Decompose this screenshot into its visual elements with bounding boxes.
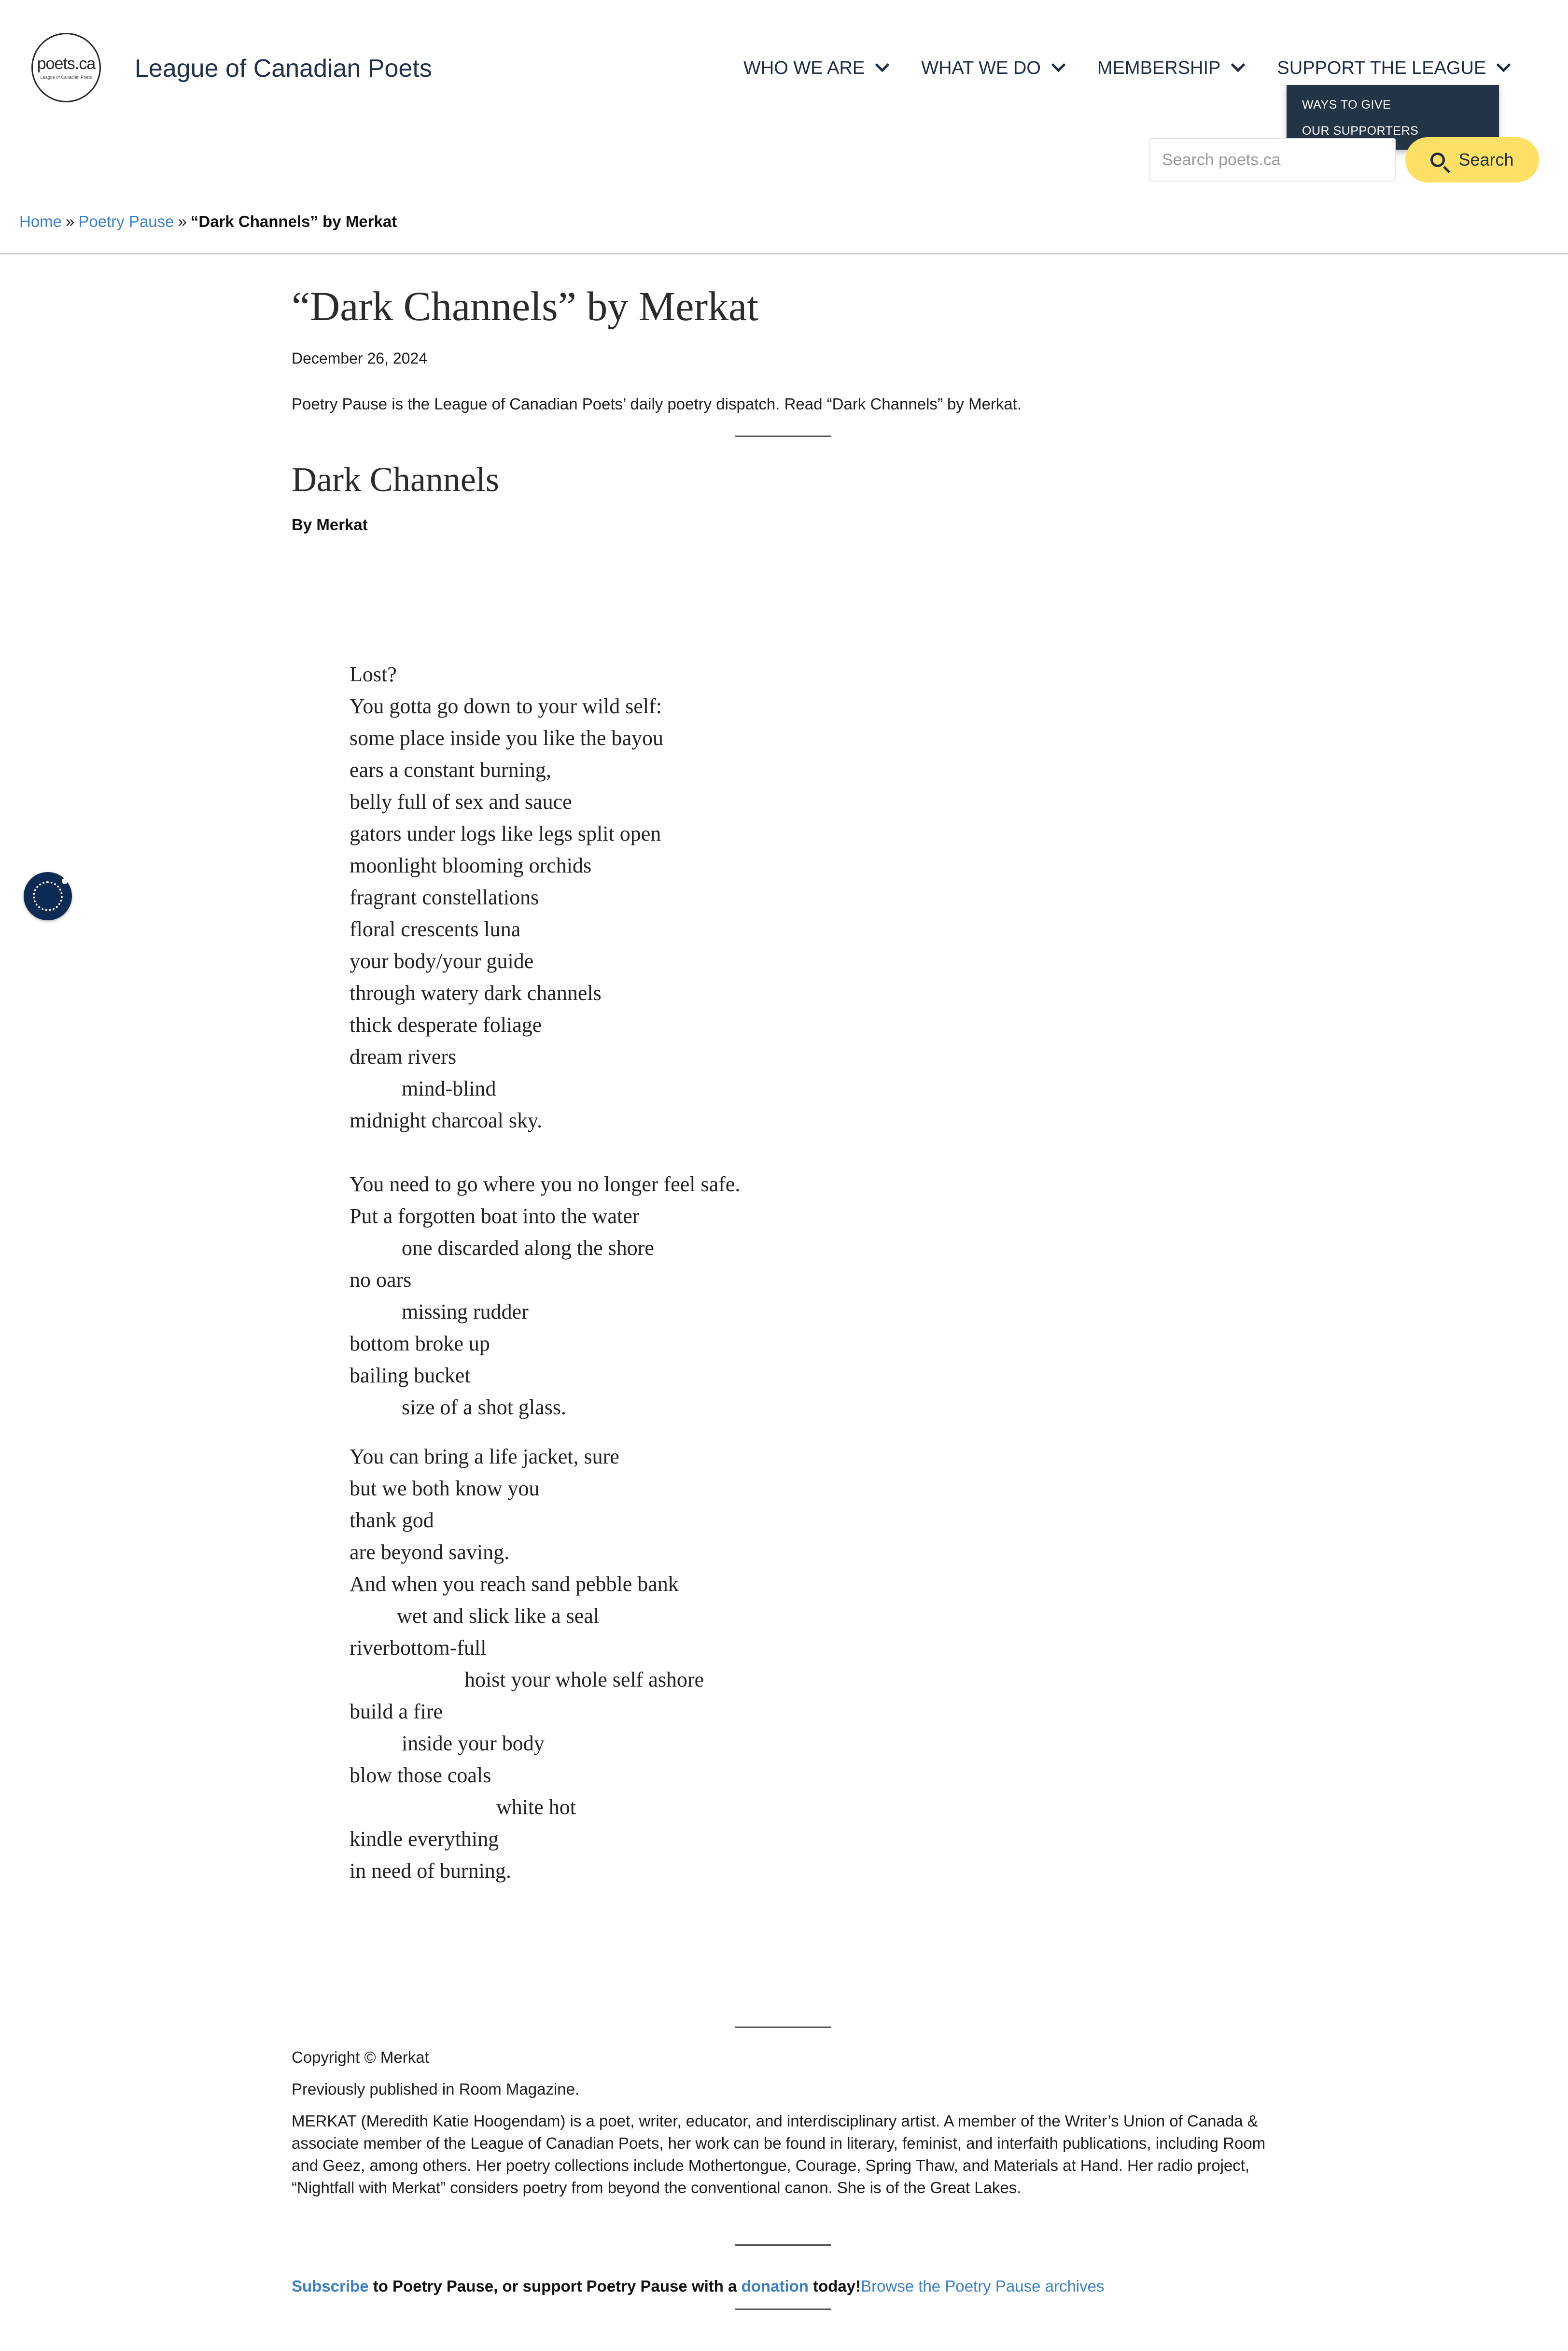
poem-line: You can bring a life jacket, sure [350,1445,619,1468]
chevron-down-icon [875,58,890,72]
poem-line: thick desperate foliage [350,1013,542,1037]
poem-line: but we both know you [350,1477,540,1500]
author-bio: MERKAT (Meredith Katie Hoogendam) is a poet, writer, educator, and interdisciplinary artist. A member of the Writer’s Union of Canada & associate member of the League of Canadian Poets, her work can be found in literary, feminist, and interfaith publications, including Room and Geez, among others. Her poetry collections include Mothertongue, Courage, Spring Thaw, and Materials at Hand. Her radio project, “Nightfall with Merkat” considers poetry from beyond the conventional canon. She is of the Great Lakes. [292,2112,1266,2196]
logo-subtitle: League of Canadian Poets [40,75,92,80]
stanza-gap [350,1423,740,1441]
poem-line: fragrant constellations [350,886,539,909]
breadcrumb-separator: » [178,212,187,230]
divider [735,2309,831,2310]
divider [735,2244,831,2246]
nav-who-we-are[interactable] [743,58,887,79]
poem-line: no oars [350,1268,412,1292]
nav-label: SUPPORT THE LEAGUE [1277,58,1486,78]
poem-line: mind-blind [402,1077,496,1100]
cta-text-end: today! [813,2277,861,2295]
divider [735,436,831,437]
poem-line: gators under logs like legs split open [350,822,661,845]
poem-line: blow those coals [350,1763,491,1787]
breadcrumb-home[interactable]: Home [19,212,62,230]
search-input[interactable] [1149,138,1396,182]
dropdown-ways-to-give[interactable]: WAYS TO GIVE [1302,98,1391,112]
site-logo[interactable] [31,33,101,102]
nav-label: WHO WE ARE [743,58,865,78]
intro-text: Poetry Pause is the League of Canadian Poets’ daily poetry dispatch. Read “Dark Channels” by Merkat. [292,395,1022,413]
breadcrumb-poetry-pause[interactable]: Poetry Pause [78,212,174,230]
previously-published-text: Previously published in Room Magazine. [292,2080,580,2098]
dropdown-our-supporters[interactable]: OUR SUPPORTERS [1302,124,1419,138]
poem-line: your body/your guide [350,949,534,973]
poem-line: floral crescents luna [350,917,521,941]
site-name-link[interactable]: League of Canadian Poets [135,55,432,83]
logo-wordmark: poets.ca [37,55,96,73]
poem-line: ears a constant burning, [350,758,551,782]
copyright-text: Copyright © Merkat [292,2048,429,2066]
poem-line: size of a shot glass. [402,1395,566,1419]
search-button[interactable] [1405,137,1539,183]
poem-line: through watery dark channels [350,981,602,1005]
subscribe-cta [292,2277,1105,2295]
poem-line: You gotta go down to your wild self: [350,694,662,718]
poem-line: midnight charcoal sky. [350,1109,543,1132]
poem-body [350,659,740,1887]
poem-line: dream rivers [350,1045,457,1069]
poem-line: wet and slick like a seal [397,1604,600,1628]
accessibility-widget-button[interactable] [24,872,72,920]
poem-line: white hot [496,1795,576,1819]
poem-line: moonlight blooming orchids [350,854,592,877]
search-button-label: Search [1458,150,1514,169]
archive-link[interactable]: Browse the Poetry Pause archives [861,2277,1105,2295]
poem-line: riverbottom-full [350,1636,487,1660]
chevron-down-icon [1497,58,1511,72]
cta-text: to Poetry Pause, or support Poetry Pause with a [373,2277,737,2295]
poem-line: You need to go where you no longer feel safe. [350,1172,741,1196]
poem-line: hoist your whole self ashore [464,1668,704,1691]
nav-membership[interactable] [1097,58,1243,79]
donation-link[interactable]: donation [741,2277,809,2295]
poem-line: bailing bucket [350,1364,471,1387]
nav-label: WHAT WE DO [921,58,1041,78]
chevron-down-icon [1231,58,1246,72]
divider [735,2027,831,2028]
nav-label: MEMBERSHIP [1097,58,1221,78]
accessibility-icon [33,881,63,911]
post-date: December 26, 2024 [292,350,428,367]
poem-line: one discarded along the shore [402,1236,654,1260]
poem-line: thank god [350,1508,434,1532]
poem-line: build a fire [350,1700,443,1723]
poem-line: inside your body [402,1732,545,1755]
breadcrumb-current: “Dark Channels” by Merkat [190,212,397,230]
poem-line: And when you reach sand pebble bank [350,1572,679,1596]
search-icon [1430,153,1445,167]
main-nav [743,58,1539,79]
chevron-down-icon [1051,58,1066,72]
poem-line: belly full of sex and sauce [350,790,572,814]
poem-title: Dark Channels [292,460,499,499]
poem-line: Lost? [350,662,397,686]
poem-line: are beyond saving. [350,1540,510,1564]
poem-byline: By Merkat [292,516,368,534]
breadcrumb [19,212,397,231]
page-title: “Dark Channels” by Merkat [292,283,759,329]
poem-line: missing rudder [402,1300,529,1323]
poem-line: in need of burning. [350,1859,511,1883]
poem-line: bottom broke up [350,1332,490,1355]
site-header [0,0,1568,254]
nav-what-we-do[interactable] [921,58,1064,79]
poem-line: some place inside you like the bayou [350,726,664,750]
poem-line: Put a forgotten boat into the water [350,1204,640,1228]
subscribe-link[interactable]: Subscribe [292,2277,369,2295]
nav-support-the-league[interactable] [1277,58,1509,79]
breadcrumb-separator: » [66,212,75,230]
poem-line: kindle everything [350,1827,499,1851]
stanza-gap [350,1137,740,1168]
